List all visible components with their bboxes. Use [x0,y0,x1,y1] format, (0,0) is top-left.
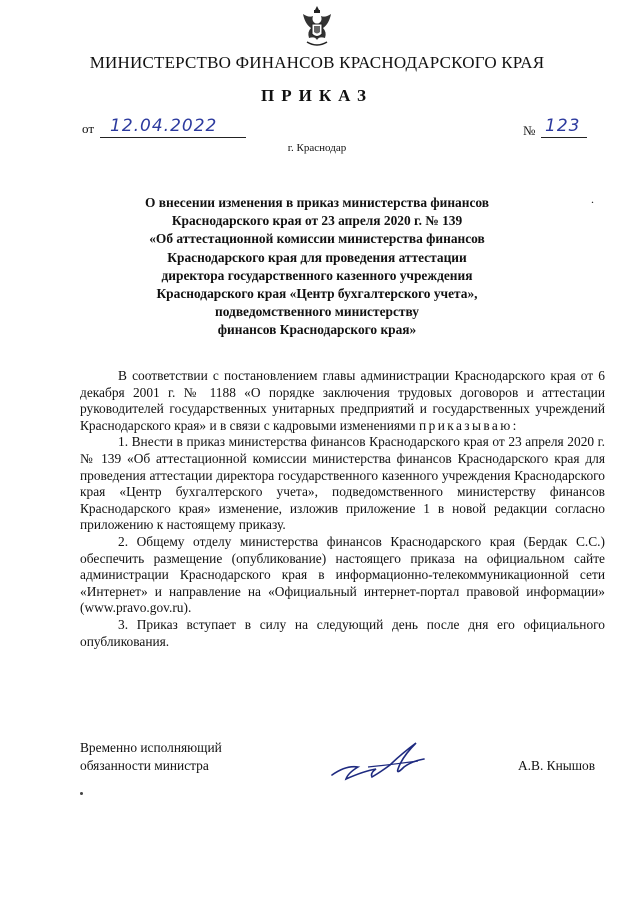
date-label: от [82,121,95,136]
subject-line: Краснодарского края для проведения аттестации [167,249,467,265]
subject-line: О внесении изменения в приказ министерства финансов [144,195,490,210]
stray-dot [80,792,83,795]
preamble-action: приказываю: [419,417,519,433]
order-number: 123 [545,116,581,136]
order-body [80,368,605,650]
position-line: Временно исполняющий [80,740,222,755]
city: г. Краснодар [287,142,347,154]
ministry-name: МИНИСТЕРСТВО ФИНАНСОВ КРАСНОДАРСКОГО КРАЯ [89,53,545,72]
order-date: 12.04.2022 [110,116,218,136]
preamble-paragraph [80,368,605,434]
document-type: ПРИКАЗ [261,86,373,105]
handwritten-signature [328,737,468,787]
signatory-name: А.В. Кнышов [518,758,596,773]
number-underline [541,137,587,138]
stray-mark: . [591,192,594,206]
item-3: 3. Приказ вступает в силу на следующий день после дня его официального опубликования. [80,616,605,649]
subject-line: подведомственного министерству [215,304,419,320]
subject-line: директора государственного казенного учреждения [161,267,473,283]
preamble-text: В соответствии с постановлением главы администрации Краснодарского края от 6 декабря 2001 г. № 1188 «О порядке заключения трудовых договоров и аттестации руководителей государственных унитарных предприятий и государственных учреждений Краснодарского края» и в связи с кадровыми изменениями [80,368,605,433]
signatory-position [80,739,222,775]
subject-line: «Об аттестационной комиссии министерства финансов [149,231,485,247]
coat-of-arms-emblem [299,4,335,48]
subject-line: Краснодарского края «Центр бухгалтерского учета», [156,286,478,302]
subject-line: финансов Краснодарского края» [217,322,417,338]
date-underline [100,137,246,138]
subject-line: Краснодарского края от 23 апреля 2020 г. № 139 [171,213,463,229]
number-label: № [523,123,536,138]
item-1: 1. Внести в приказ министерства финансов Краснодарского края от 23 апреля 2020 г. № 139 «Об аттестационной комиссии министерства финансов Краснодарского края для проведения аттестации директора государственного казенного учреждения Краснодарского края «Центр бухгалтерского учета», подведомственного министерству финансов Краснодарского края» изменение, изложив приложение 1 в новой редакции согласно приложению к настоящему приказу. [80,434,605,533]
item-2: 2. Общему отделу министерства финансов Краснодарского края (Бердак С.С.) обеспечить размещение (опубликование) настоящего приказа на официальном сайте администрации Краснодарского края в информационно-телекоммуникационной сети «Интернет» и направление на «Официальный интернет-портал правовой информации» (www.pravo.gov.ru). [80,533,605,616]
order-subject [110,194,524,340]
position-line: обязанности министра [80,758,209,773]
